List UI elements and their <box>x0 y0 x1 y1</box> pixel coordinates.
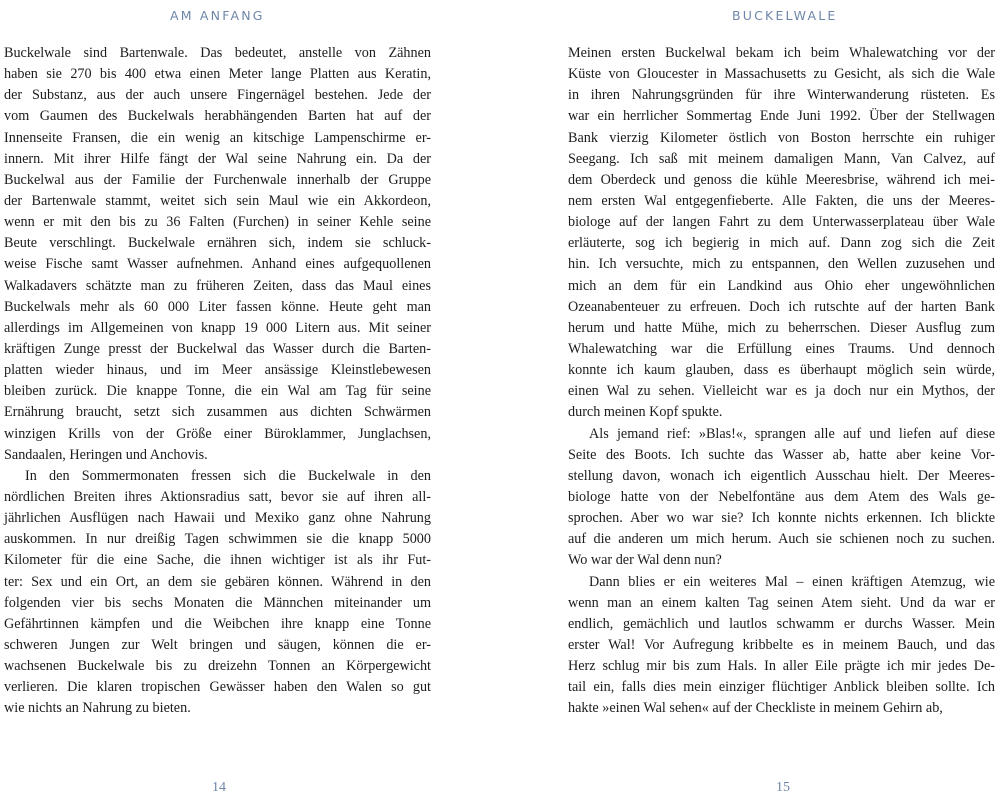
text-line: biologe hatte von der Nebelfontäne aus dem Atem des Wals ge- <box>568 488 995 505</box>
text-line: Whalewatching war die Erfüllung eines Traums. Und dennoch <box>568 340 995 357</box>
text-line: dem Oberdeck und genoss die kühle Meeresbrise, während ich mei- <box>568 171 995 188</box>
right-page-body <box>568 43 995 720</box>
text-line: Innenseite Fransen, die ein wenig an kitschige Lampenschirme er- <box>4 129 431 146</box>
text-line: endlich, gemächlich und lautlos schwamm er durchs Wasser. Mein <box>568 615 995 632</box>
text-line: nem ersten Wal entgegenfieberte. Alle Fakten, die uns der Meeres- <box>568 192 995 209</box>
text-line: folgenden vier bis sechs Monaten die Männchen miteinander um <box>4 594 431 611</box>
text-line: Ozeanabenteuer zu erfreuen. Doch ich rutschte auf der harten Bank <box>568 298 995 315</box>
text-line: mich an dem für ein Landkind aus Ohio eher ungewöhnlichen <box>568 277 995 294</box>
text-line: einen Wal zu sehen. Vielleicht war es ja doch nur ein Mythos, der <box>568 383 995 400</box>
text-line: Meinen ersten Buckelwal bekam ich beim Whalewatching vor der <box>568 45 995 61</box>
text-line: allerdings im Allgemeinen von knapp 19 000 Litern aus. Mit seiner <box>4 319 431 336</box>
left-page-body <box>4 43 431 720</box>
text-line: haben sie 270 bis 400 etwa einen Meter lange Platten aus Keratin, <box>4 66 431 83</box>
text-line: Seite des Boots. Ich suchte das Wasser ab, hatte aber keine Vor- <box>568 446 995 463</box>
text-line: erster Wal! Vor Aufregung kribbelte es in meinem Bauch, und das <box>568 636 995 653</box>
paragraph <box>4 43 431 466</box>
text-line: Walkadavers schätzte man zu früheren Zeiten, dass das Maul eines <box>4 277 431 294</box>
text-line: sprochen. Aber wo war sie? Ich konnte nichts erkennen. Ich blickte <box>568 510 995 527</box>
text-line: schweren Jungen zur Welt bringen und säugen, können die er- <box>4 636 431 653</box>
text-line: biologe auf der langen Fahrt zu dem Unterwasserplateau über Wale <box>568 214 995 231</box>
text-line: wie nichts an Nahrung zu bieten. <box>4 700 191 717</box>
text-line: jährlichen Ausflügen nach Hawaii und Mexiko ganz ohne Nahrung <box>4 510 431 527</box>
text-line: innern. Mit ihrer Hilfe fängt der Wal seine Nahrung ein. Da der <box>4 150 431 167</box>
text-line: Herz schlug mir bis zum Hals. In aller Eile prägte ich mir jedes De- <box>568 658 995 675</box>
page-number-right: 15 <box>776 780 790 795</box>
text-line: tail ein, falls dies mein einziger flüchtiger Anblick bleiben sollte. Ich <box>568 679 995 696</box>
text-line: Als jemand rief: »Blas!«, sprangen alle auf und liefen auf diese <box>589 425 995 442</box>
text-line: in ihren Nahrungsgründen für ihre Winterwanderung rüsteten. Es <box>568 87 995 104</box>
text-line: hin. Ich versuchte, mich zu entspannen, den Wellen zuzusehen und <box>568 256 995 273</box>
text-line: durch meinen Kopf spukte. <box>568 404 723 421</box>
paragraph <box>568 572 995 720</box>
text-line: Buckelwals mehr als 60 000 Liter fassen könne. Heute geht man <box>4 298 431 315</box>
text-line: Seegang. Ich saß mit meinem damaligen Mann, Van Calvez, auf <box>568 150 995 167</box>
text-line: ter: Sex und ein Ort, an dem sie gebären können. Während in den <box>4 573 431 590</box>
text-line: wachsenen Buckelwale bis zu dreizehn Tonnen an Körpergewicht <box>4 658 431 675</box>
text-line: Wo war der Wal denn nun? <box>568 552 722 569</box>
text-line: winzigen Krills von der Größe einer Büroklammer, Junglachsen, <box>4 425 431 442</box>
paragraph <box>568 43 995 424</box>
text-line: Buckelwale sind Bartenwale. Das bedeutet, anstelle von Zähnen <box>4 45 431 61</box>
running-head-right: BUCKELWALE <box>732 8 838 23</box>
left-page <box>4 0 431 800</box>
text-line: verlieren. Die klaren tropischen Gewässer haben den Walen so gut <box>4 679 431 696</box>
text-line: herum und hatte Mühe, mich zu beherrschen. Dieser Ausflug zum <box>568 319 995 336</box>
text-line: der Substanz, aus der auch unsere Fingernägel bestehen. Jede der <box>4 87 431 104</box>
text-line: konnte ich kaum glauben, dass es überhaupt möglich sein würde, <box>568 362 995 379</box>
text-line: war ein herrlicher Sommertag Ende Juni 1992. Über der Stellwagen <box>568 108 995 125</box>
text-line: wenn man an einem kalten Tag seinen Atem sieht. Und da war er <box>568 594 995 611</box>
text-line: Küste von Gloucester in Massachusetts zu Gesicht, als sich die Wale <box>568 66 995 83</box>
text-line: hakte »einen Wal sehen« auf der Checkliste in meinem Gehirn ab, <box>568 700 943 717</box>
text-line: erläuterte, sog ich begierig in mich auf. Dann zog sich die Zeit <box>568 235 995 252</box>
text-line: Bank vierzig Kilometer östlich von Boston herrschte ein ruhiger <box>568 129 995 146</box>
text-line: Buckelwal aus der Familie der Furchenwale innerhalb der Gruppe <box>4 171 431 188</box>
text-line: Kilometer für die eine Sache, die ihnen wichtiger ist als ihr Fut- <box>4 552 431 569</box>
text-line: bleiben zurück. Die knappe Tonne, die ein Wal am Tag für seine <box>4 383 431 400</box>
text-line: wenn er mit den bis zu 36 Falten (Furchen) in seiner Kehle seine <box>4 214 431 231</box>
right-page <box>568 0 995 800</box>
paragraph <box>568 424 995 572</box>
text-line: Dann blies er ein weiteres Mal – einen kräftigen Atemzug, wie <box>589 573 995 590</box>
text-line: Ernährung braucht, setzt sich zusammen aus dichten Schwärmen <box>4 404 431 421</box>
text-line: Gefährtinnen kämpfen und die Weibchen ihre knapp eine Tonne <box>4 615 431 632</box>
text-line: auf die anderen um mich herum. Auch sie schienen noch zu suchen. <box>568 531 995 548</box>
text-line: platten wieder hinaus, und im Meer ansässige Kleinstlebewesen <box>4 362 431 379</box>
text-line: In den Sommermonaten fressen sich die Buckelwale in den <box>25 467 431 484</box>
running-head-left: AM ANFANG <box>170 8 265 23</box>
text-line: auskommen. In nur dreißig Tagen schwimmen sie die knapp 5000 <box>4 531 431 548</box>
text-line: Sandaalen, Heringen und Anchovis. <box>4 446 208 463</box>
text-line: nördlichen Breiten ihres Aktionsradius satt, bevor sie auf ihren all- <box>4 488 431 505</box>
text-line: stellung davon, wonach ich eigentlich Ausschau hielt. Der Meeres- <box>568 467 995 484</box>
text-line: der Bartenwale stammt, weitet sich sein Maul wie ein Akkordeon, <box>4 192 431 209</box>
paragraph <box>4 466 431 720</box>
text-line: kräftigen Zunge presst der Buckelwal das Wasser durch die Barten- <box>4 340 431 357</box>
text-line: weise Fische samt Wasser aufnehmen. Anhand eines aufgequollenen <box>4 256 431 273</box>
text-line: Beute verschlingt. Buckelwale ernähren sich, indem sie schluck- <box>4 235 431 252</box>
page-number-left: 14 <box>212 780 226 795</box>
text-line: vom Gaumen des Buckelwals herabhängenden Barten hat auf der <box>4 108 431 125</box>
